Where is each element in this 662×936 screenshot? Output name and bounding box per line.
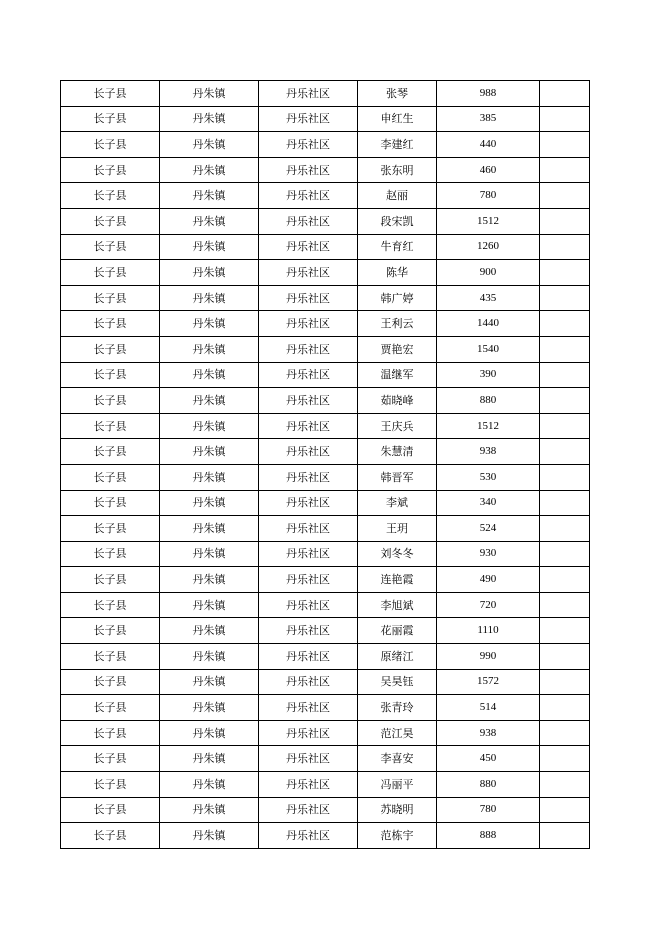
note-cell — [540, 772, 590, 798]
table-row — [61, 311, 590, 337]
table-row — [61, 669, 590, 695]
county-cell: 长子县 — [61, 746, 160, 772]
town-cell: 丹朱镇 — [160, 106, 259, 132]
amount-cell: 900 — [437, 260, 540, 286]
community-cell: 丹乐社区 — [259, 516, 358, 542]
community-cell: 丹乐社区 — [259, 132, 358, 158]
community-cell: 丹乐社区 — [259, 388, 358, 414]
name-cell: 李斌 — [358, 490, 437, 516]
town-cell: 丹朱镇 — [160, 490, 259, 516]
county-cell: 长子县 — [61, 208, 160, 234]
table-row — [61, 644, 590, 670]
community-cell: 丹乐社区 — [259, 260, 358, 286]
note-cell — [540, 81, 590, 107]
name-cell: 范栋宇 — [358, 823, 437, 849]
community-cell: 丹乐社区 — [259, 772, 358, 798]
table-row — [61, 695, 590, 721]
table-row — [61, 336, 590, 362]
name-cell: 原绪江 — [358, 644, 437, 670]
name-cell: 牛育红 — [358, 234, 437, 260]
county-cell: 长子县 — [61, 311, 160, 337]
town-cell: 丹朱镇 — [160, 208, 259, 234]
table-row — [61, 388, 590, 414]
community-cell: 丹乐社区 — [259, 362, 358, 388]
county-cell: 长子县 — [61, 516, 160, 542]
county-cell: 长子县 — [61, 669, 160, 695]
table-row — [61, 541, 590, 567]
table-row — [61, 439, 590, 465]
amount-cell: 1512 — [437, 208, 540, 234]
town-cell: 丹朱镇 — [160, 311, 259, 337]
community-cell: 丹乐社区 — [259, 106, 358, 132]
amount-cell: 938 — [437, 720, 540, 746]
name-cell: 陈华 — [358, 260, 437, 286]
county-cell: 长子县 — [61, 695, 160, 721]
amount-cell: 524 — [437, 516, 540, 542]
town-cell: 丹朱镇 — [160, 336, 259, 362]
note-cell — [540, 592, 590, 618]
note-cell — [540, 388, 590, 414]
note-cell — [540, 183, 590, 209]
data-table — [60, 80, 590, 849]
name-cell: 范江昊 — [358, 720, 437, 746]
amount-cell: 880 — [437, 388, 540, 414]
table-row — [61, 413, 590, 439]
town-cell: 丹朱镇 — [160, 618, 259, 644]
town-cell: 丹朱镇 — [160, 132, 259, 158]
note-cell — [540, 644, 590, 670]
name-cell: 申红生 — [358, 106, 437, 132]
name-cell: 韩晋军 — [358, 464, 437, 490]
county-cell: 长子县 — [61, 464, 160, 490]
note-cell — [540, 132, 590, 158]
community-cell: 丹乐社区 — [259, 285, 358, 311]
community-cell: 丹乐社区 — [259, 541, 358, 567]
name-cell: 王庆兵 — [358, 413, 437, 439]
table-row — [61, 746, 590, 772]
community-cell: 丹乐社区 — [259, 464, 358, 490]
amount-cell: 1572 — [437, 669, 540, 695]
town-cell: 丹朱镇 — [160, 541, 259, 567]
town-cell: 丹朱镇 — [160, 695, 259, 721]
community-cell: 丹乐社区 — [259, 592, 358, 618]
note-cell — [540, 669, 590, 695]
county-cell: 长子县 — [61, 388, 160, 414]
town-cell: 丹朱镇 — [160, 439, 259, 465]
amount-cell: 1440 — [437, 311, 540, 337]
amount-cell: 1512 — [437, 413, 540, 439]
community-cell: 丹乐社区 — [259, 823, 358, 849]
county-cell: 长子县 — [61, 260, 160, 286]
county-cell: 长子县 — [61, 413, 160, 439]
name-cell: 冯丽平 — [358, 772, 437, 798]
name-cell: 朱慧清 — [358, 439, 437, 465]
community-cell: 丹乐社区 — [259, 183, 358, 209]
name-cell: 温继军 — [358, 362, 437, 388]
note-cell — [540, 260, 590, 286]
name-cell: 贾艳宏 — [358, 336, 437, 362]
amount-cell: 514 — [437, 695, 540, 721]
note-cell — [540, 720, 590, 746]
town-cell: 丹朱镇 — [160, 157, 259, 183]
note-cell — [540, 362, 590, 388]
community-cell: 丹乐社区 — [259, 439, 358, 465]
note-cell — [540, 336, 590, 362]
community-cell: 丹乐社区 — [259, 311, 358, 337]
amount-cell: 1260 — [437, 234, 540, 260]
note-cell — [540, 413, 590, 439]
community-cell: 丹乐社区 — [259, 695, 358, 721]
amount-cell: 385 — [437, 106, 540, 132]
table-row — [61, 183, 590, 209]
name-cell: 吴昊钰 — [358, 669, 437, 695]
county-cell: 长子县 — [61, 644, 160, 670]
county-cell: 长子县 — [61, 234, 160, 260]
table-row — [61, 823, 590, 849]
amount-cell: 450 — [437, 746, 540, 772]
county-cell: 长子县 — [61, 439, 160, 465]
amount-cell: 780 — [437, 183, 540, 209]
town-cell: 丹朱镇 — [160, 772, 259, 798]
table-row — [61, 106, 590, 132]
town-cell: 丹朱镇 — [160, 183, 259, 209]
note-cell — [540, 311, 590, 337]
name-cell: 张东明 — [358, 157, 437, 183]
name-cell: 段宋凯 — [358, 208, 437, 234]
town-cell: 丹朱镇 — [160, 516, 259, 542]
town-cell: 丹朱镇 — [160, 81, 259, 107]
note-cell — [540, 695, 590, 721]
community-cell: 丹乐社区 — [259, 567, 358, 593]
name-cell: 刘冬冬 — [358, 541, 437, 567]
name-cell: 连艳霞 — [358, 567, 437, 593]
name-cell: 张琴 — [358, 81, 437, 107]
table-row — [61, 720, 590, 746]
amount-cell: 988 — [437, 81, 540, 107]
table-row — [61, 464, 590, 490]
town-cell: 丹朱镇 — [160, 592, 259, 618]
table-row — [61, 81, 590, 107]
table-row — [61, 260, 590, 286]
note-cell — [540, 464, 590, 490]
note-cell — [540, 234, 590, 260]
county-cell: 长子县 — [61, 157, 160, 183]
town-cell: 丹朱镇 — [160, 797, 259, 823]
table-row — [61, 490, 590, 516]
town-cell: 丹朱镇 — [160, 413, 259, 439]
name-cell: 李喜安 — [358, 746, 437, 772]
community-cell: 丹乐社区 — [259, 669, 358, 695]
table-row — [61, 618, 590, 644]
amount-cell: 780 — [437, 797, 540, 823]
table-row — [61, 567, 590, 593]
town-cell: 丹朱镇 — [160, 669, 259, 695]
amount-cell: 930 — [437, 541, 540, 567]
community-cell: 丹乐社区 — [259, 746, 358, 772]
community-cell: 丹乐社区 — [259, 797, 358, 823]
community-cell: 丹乐社区 — [259, 644, 358, 670]
amount-cell: 490 — [437, 567, 540, 593]
amount-cell: 390 — [437, 362, 540, 388]
name-cell: 王利云 — [358, 311, 437, 337]
community-cell: 丹乐社区 — [259, 490, 358, 516]
amount-cell: 460 — [437, 157, 540, 183]
town-cell: 丹朱镇 — [160, 260, 259, 286]
note-cell — [540, 106, 590, 132]
note-cell — [540, 797, 590, 823]
table-body — [61, 81, 590, 849]
community-cell: 丹乐社区 — [259, 720, 358, 746]
name-cell: 花丽霞 — [358, 618, 437, 644]
community-cell: 丹乐社区 — [259, 618, 358, 644]
county-cell: 长子县 — [61, 797, 160, 823]
note-cell — [540, 490, 590, 516]
county-cell: 长子县 — [61, 183, 160, 209]
table-row — [61, 592, 590, 618]
note-cell — [540, 541, 590, 567]
amount-cell: 880 — [437, 772, 540, 798]
name-cell: 赵丽 — [358, 183, 437, 209]
town-cell: 丹朱镇 — [160, 720, 259, 746]
county-cell: 长子县 — [61, 362, 160, 388]
community-cell: 丹乐社区 — [259, 81, 358, 107]
town-cell: 丹朱镇 — [160, 567, 259, 593]
amount-cell: 888 — [437, 823, 540, 849]
community-cell: 丹乐社区 — [259, 208, 358, 234]
amount-cell: 440 — [437, 132, 540, 158]
county-cell: 长子县 — [61, 132, 160, 158]
note-cell — [540, 567, 590, 593]
name-cell: 李建红 — [358, 132, 437, 158]
town-cell: 丹朱镇 — [160, 746, 259, 772]
name-cell: 李旭斌 — [358, 592, 437, 618]
community-cell: 丹乐社区 — [259, 336, 358, 362]
county-cell: 长子县 — [61, 541, 160, 567]
name-cell: 苏晓明 — [358, 797, 437, 823]
county-cell: 长子县 — [61, 285, 160, 311]
county-cell: 长子县 — [61, 336, 160, 362]
community-cell: 丹乐社区 — [259, 234, 358, 260]
table-row — [61, 157, 590, 183]
amount-cell: 938 — [437, 439, 540, 465]
table-row — [61, 208, 590, 234]
table-row — [61, 234, 590, 260]
note-cell — [540, 618, 590, 644]
note-cell — [540, 516, 590, 542]
county-cell: 长子县 — [61, 567, 160, 593]
town-cell: 丹朱镇 — [160, 644, 259, 670]
amount-cell: 720 — [437, 592, 540, 618]
note-cell — [540, 208, 590, 234]
county-cell: 长子县 — [61, 106, 160, 132]
table-row — [61, 285, 590, 311]
county-cell: 长子县 — [61, 772, 160, 798]
community-cell: 丹乐社区 — [259, 413, 358, 439]
county-cell: 长子县 — [61, 592, 160, 618]
note-cell — [540, 746, 590, 772]
county-cell: 长子县 — [61, 823, 160, 849]
table-row — [61, 132, 590, 158]
county-cell: 长子县 — [61, 618, 160, 644]
table-row — [61, 516, 590, 542]
town-cell: 丹朱镇 — [160, 285, 259, 311]
table-row — [61, 772, 590, 798]
name-cell: 韩广婷 — [358, 285, 437, 311]
amount-cell: 1110 — [437, 618, 540, 644]
table-row — [61, 797, 590, 823]
county-cell: 长子县 — [61, 720, 160, 746]
town-cell: 丹朱镇 — [160, 464, 259, 490]
town-cell: 丹朱镇 — [160, 362, 259, 388]
amount-cell: 530 — [437, 464, 540, 490]
table-row — [61, 362, 590, 388]
town-cell: 丹朱镇 — [160, 234, 259, 260]
amount-cell: 435 — [437, 285, 540, 311]
note-cell — [540, 823, 590, 849]
town-cell: 丹朱镇 — [160, 388, 259, 414]
note-cell — [540, 285, 590, 311]
amount-cell: 990 — [437, 644, 540, 670]
note-cell — [540, 157, 590, 183]
name-cell: 茹晓峰 — [358, 388, 437, 414]
town-cell: 丹朱镇 — [160, 823, 259, 849]
note-cell — [540, 439, 590, 465]
county-cell: 长子县 — [61, 81, 160, 107]
name-cell: 王玥 — [358, 516, 437, 542]
community-cell: 丹乐社区 — [259, 157, 358, 183]
amount-cell: 340 — [437, 490, 540, 516]
amount-cell: 1540 — [437, 336, 540, 362]
county-cell: 长子县 — [61, 490, 160, 516]
name-cell: 张青玲 — [358, 695, 437, 721]
